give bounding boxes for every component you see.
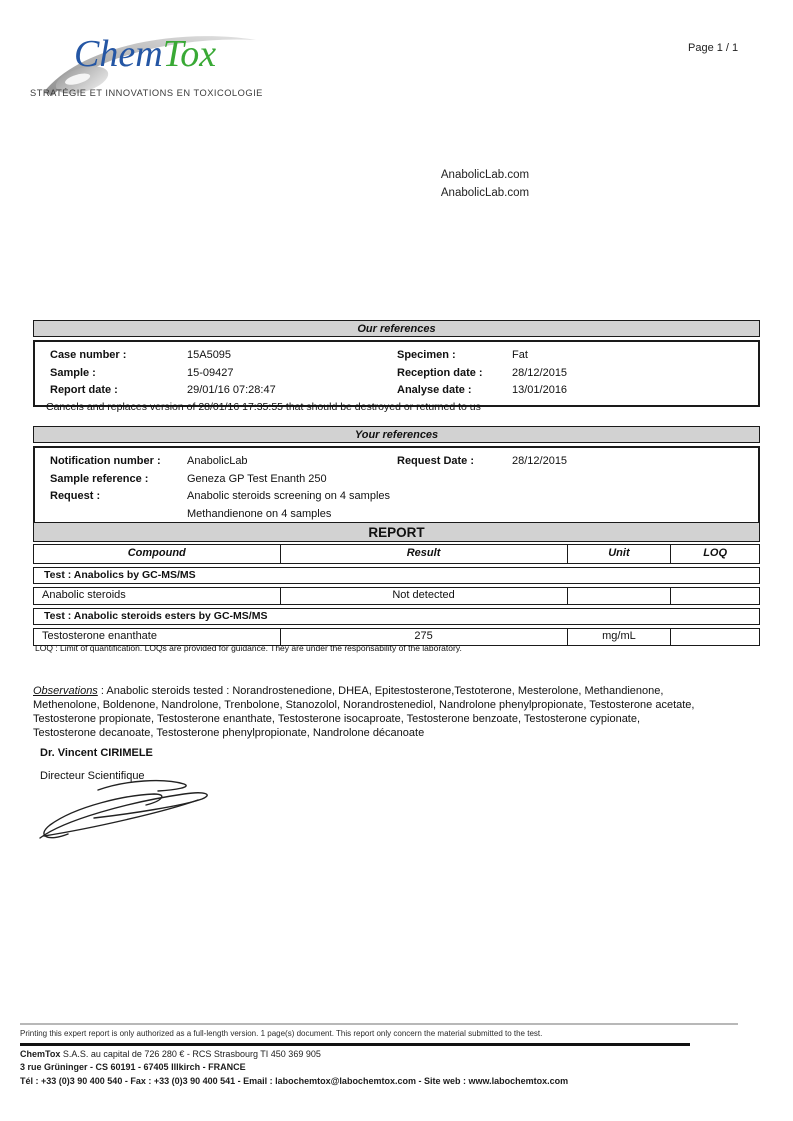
watermark-line: AnabolicLab.com	[440, 169, 530, 181]
field-value: AnabolicLab	[187, 455, 248, 467]
field-label: Sample reference :	[50, 472, 149, 485]
observations-separator: :	[97, 685, 107, 697]
observations-label: Observations	[33, 685, 98, 697]
observations-text: Anabolic steroids tested : Norandrostenedione, DHEA, Epitestosterone,Testoterone, Mesterolone, Methandienone, Methenolone, Boldenone, Nandrolone, Trenbolone, Stanozolol, Norandrostenediol, Nandrolone phenylpropionate, Testosterone acetate, Testosterone propionate, Testosterone enanthate, Testosterone isocaproate, Testosterone benzoate, Testosterone cypionate, Testosterone decanoate, Testosterone phenylpropionate, Nandrolone décanoate	[33, 685, 695, 739]
field-value: 28/12/2015	[512, 455, 568, 467]
logo-tagline: STRATÉGIE ET INNOVATIONS EN TOXICOLOGIE	[30, 88, 263, 98]
footer-contact-line: Tél : +33 (0)3 90 400 540 - Fax : +33 (0)3 90 400 541 - Email : labochemtox@labochemtox.com - Site web : www.labochemtox.com	[20, 1076, 569, 1086]
field-label: Request :	[50, 490, 101, 502]
your-references-title: Your references	[33, 426, 760, 443]
report-test-row: Test : Anabolics by GC-MS/MS	[33, 567, 760, 584]
logo-word-tox: Tox	[162, 33, 217, 75]
report-table	[33, 522, 760, 646]
report-title: REPORT	[33, 522, 760, 542]
report-header-row	[33, 544, 760, 564]
field-value	[512, 471, 758, 489]
loq-cell	[671, 588, 759, 604]
result-cell: 275	[281, 629, 568, 645]
report-body	[33, 567, 760, 646]
field-label	[397, 488, 512, 506]
field-label: Sample :	[50, 366, 96, 379]
unit-cell	[568, 588, 672, 604]
field-label: Notification number :	[50, 455, 161, 467]
your-references-body	[33, 446, 760, 530]
field-value	[512, 488, 758, 506]
signatory-title: Directeur Scientifique	[40, 770, 145, 782]
our-references-title: Our references	[33, 320, 760, 337]
reference-row	[50, 453, 758, 471]
field-value: 15-09427	[187, 366, 234, 379]
column-header-result: Result	[281, 545, 568, 563]
signatory-name: Dr. Vincent CIRIMELE	[40, 747, 153, 759]
loq-note: LOQ : Limit of quantification. LOQs are provided for guidance. They are under the responsability of the laboratory.	[35, 643, 462, 653]
field-value: 15A5095	[187, 349, 232, 361]
logo-word-chem: Chem	[74, 33, 163, 75]
chemtox-logo	[30, 30, 262, 110]
reference-row	[50, 347, 758, 365]
watermark-text	[380, 166, 590, 202]
field-value: Fat	[512, 349, 528, 361]
compound-cell: Testosterone enanthate	[34, 629, 281, 645]
field-label: Report date :	[50, 384, 118, 396]
cancel-note: Cancels and replaces version of 28/01/16 17:35:55 that should be destroyed or returned to us	[46, 401, 481, 413]
our-references-body	[33, 340, 760, 407]
print-authorization-note: Printing this expert report is only authorized as a full-length version. 1 page(s) document. This report only concern the material submitted to the test.	[20, 1029, 543, 1038]
reference-row	[50, 506, 758, 524]
field-value: Geneza GP Test Enanth 250	[187, 472, 327, 485]
field-label: Reception date :	[397, 366, 483, 379]
report-test-row: Test : Anabolic steroids esters by GC-MS/MS	[33, 608, 760, 625]
compound-cell: Anabolic steroids	[34, 588, 281, 604]
watermark-line: AnabolicLab.com	[440, 187, 530, 199]
field-label: Request Date :	[397, 455, 475, 467]
field-label: Case number :	[50, 349, 127, 361]
field-value: 13/01/2016	[512, 384, 568, 396]
column-header-loq: LOQ	[703, 547, 728, 559]
field-value: Methandienone on 4 samples	[187, 507, 332, 520]
field-value: 29/01/16 07:28:47	[187, 384, 276, 396]
reference-row	[50, 471, 758, 489]
column-header-unit: Unit	[568, 545, 672, 563]
footer-address-line: 3 rue Grüninger - CS 60191 - 67405 Illkirch - FRANCE	[20, 1062, 246, 1072]
field-label: Specimen :	[397, 349, 456, 361]
footer-company-line	[20, 1049, 321, 1059]
field-value	[512, 506, 758, 524]
your-references-table	[33, 426, 760, 530]
unit-cell: mg/mL	[568, 629, 672, 645]
reference-row	[50, 382, 758, 400]
footer-company-name: ChemTox	[20, 1049, 61, 1059]
logo-wordmark	[74, 32, 216, 76]
reference-row	[50, 365, 758, 383]
signature-icon	[34, 776, 224, 846]
page-number: Page 1 / 1	[688, 42, 739, 54]
field-label: Analyse date :	[397, 384, 472, 396]
footer-company-rest: S.A.S. au capital de 726 280 € - RCS Strasbourg TI 450 369 905	[60, 1049, 321, 1059]
result-cell: Not detected	[281, 588, 568, 604]
loq-cell	[671, 629, 759, 645]
our-references-table	[33, 320, 760, 407]
field-label	[397, 506, 512, 524]
footer-divider-black	[20, 1043, 690, 1046]
report-data-row	[33, 587, 760, 605]
field-label	[397, 471, 512, 489]
reference-row	[50, 488, 758, 506]
field-value: Anabolic steroids screening on 4 samples	[187, 490, 391, 502]
footer-divider-gray	[20, 1023, 738, 1025]
field-label	[50, 506, 187, 524]
column-header-compound: Compound	[34, 545, 281, 563]
field-value: 28/12/2015	[512, 366, 568, 379]
observations-paragraph	[33, 684, 698, 740]
